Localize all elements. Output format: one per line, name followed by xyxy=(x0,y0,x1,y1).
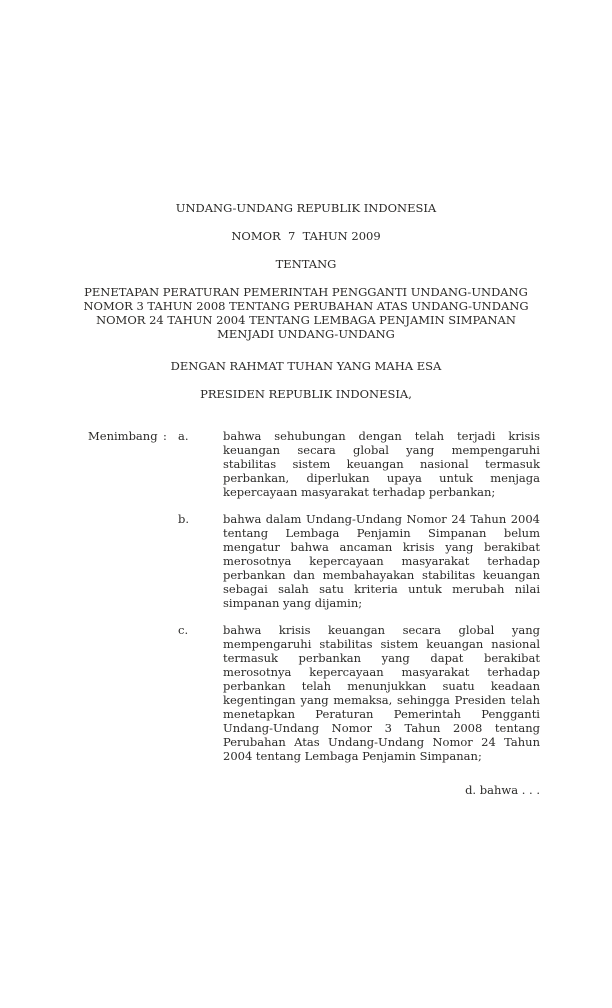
item-letter: c. xyxy=(178,623,189,637)
document-number-heading: NOMOR 7 TAHUN 2009 xyxy=(231,229,381,243)
item-letter: a. xyxy=(178,429,189,443)
document-title-line: MENJADI UNDANG-UNDANG xyxy=(217,327,395,341)
item-text: bahwa sehubungan dengan telah terjadi krisis keuangan secara global yang mempengaruhi stabilitas sistem keuangan nasional termasuk perbankan, diperlukan upaya untuk menjaga kepercayaan masyarakat terhadap perbankan; xyxy=(223,429,540,499)
document-type-heading: UNDANG-UNDANG REPUBLIK INDONESIA xyxy=(175,201,437,215)
consideration-item-b xyxy=(178,512,540,610)
issuer-line: PRESIDEN REPUBLIK INDONESIA, xyxy=(200,387,412,401)
document-title-line: PENETAPAN PERATURAN PEMERINTAH PENGGANTI UNDANG-UNDANG xyxy=(84,285,528,299)
considerations-separator: : xyxy=(163,429,167,443)
document-title xyxy=(83,285,540,341)
about-label: TENTANG xyxy=(275,257,337,271)
consideration-item-a xyxy=(178,429,540,499)
consideration-item-c xyxy=(178,623,540,763)
considerations-section xyxy=(88,429,540,763)
document-title-line: NOMOR 3 TAHUN 2008 TENTANG PERUBAHAN ATAS UNDANG-UNDANG xyxy=(83,299,529,313)
document-title-line: NOMOR 24 TAHUN 2004 TENTANG LEMBAGA PENJAMIN SIMPANAN xyxy=(96,313,516,327)
item-text: bahwa dalam Undang-Undang Nomor 24 Tahun 2004 tentang Lembaga Penjamin Simpanan belum mengatur bahwa ancaman krisis yang berakibat merosotnya kepercayaan masyarakat terhadap perbankan dan membahayakan stabilitas keuangan sebagai salah satu kriteria untuk merubah nilai simpanan yang dijamin; xyxy=(223,512,540,610)
item-letter: b. xyxy=(178,512,190,526)
invocation-line: DENGAN RAHMAT TUHAN YANG MAHA ESA xyxy=(170,359,442,373)
considerations-list xyxy=(178,429,540,763)
considerations-label: Menimbang xyxy=(88,429,158,443)
item-text: bahwa krisis keuangan secara global yang mempengaruhi stabilitas sistem keuangan nasional termasuk perbankan yang dapat berakibat merosotnya kepercayaan masyarakat terhadap perbankan telah menunjukkan suatu keadaan kegentingan yang memaksa, sehingga Presiden telah menetapkan Peraturan Pemerintah Pengganti Undang-Undang Nomor 3 Tahun 2008 tentang Perubahan Atas Undang-Undang Nomor 24 Tahun 2004 tentang Lembaga Penjamin Simpanan; xyxy=(223,623,540,763)
page-catchword: d. bahwa . . . xyxy=(465,783,540,797)
